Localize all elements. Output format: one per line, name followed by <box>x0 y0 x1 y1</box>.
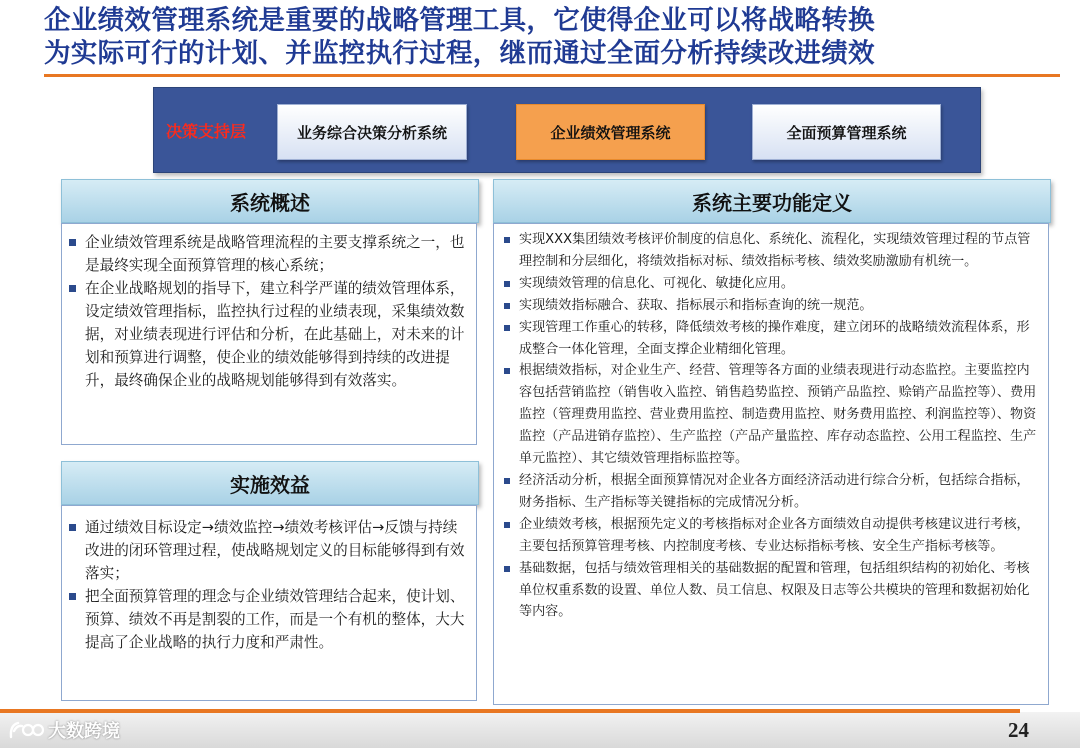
benefits-header: 实施效益 <box>61 461 479 505</box>
list-item: 把全面预算管理的理念与企业绩效管理结合起来，使计划、预算、绩效不再是割裂的工作，而是一个有机的整体，大大提高了企业战略的执行力度和严肃性。 <box>66 585 466 654</box>
footer-accent-stripe <box>0 709 1020 713</box>
list-item: 基础数据，包括与绩效管理相关的基础数据的配置和管理，包括组织结构的初始化、考核单位权重系数的设置、单位人数、员工信息、权限及日志等公共模块的管理和数据初始化等内容。 <box>500 558 1042 624</box>
list-item: 在企业战略规划的指导下，建立科学严谨的绩效管理体系，设定绩效管理指标，监控执行过程的业绩表现，采集绩效数据，对业绩表现进行评估和分析，在此基础上，对未来的计划和预算进行调整，使企业的绩效能够得到持续的改进提升，最终确保企业的战略规划能够得到有效落实。 <box>66 277 466 392</box>
overview-header: 系统概述 <box>61 179 479 223</box>
brand-logo-icon <box>8 719 44 741</box>
list-item: 根据绩效指标，对企业生产、经营、管理等各方面的业绩表现进行动态监控。主要监控内容包括营销监控（销售收入监控、销售趋势监控、预销产品监控、赊销产品监控等）、费用监控（管理费用监控、营业费用监控、制造费用监控、财务费用监控、利润监控等）、物资监控（产品进销存监控）、生产监控（产品产量监控、库存动态监控、公用工程监控、生产单元监控）、其它绩效管理指标监控等。 <box>500 360 1042 470</box>
list-item: 经济活动分析，根据全面预算情况对企业各方面经济活动进行综合分析，包括综合指标，财务指标、生产指标等关键指标的完成情况分析。 <box>500 470 1042 514</box>
footer-bar <box>0 712 1080 748</box>
list-item: 实现管理工作重心的转移，降低绩效考核的操作难度，建立闭环的战略绩效流程体系，形成整合一体化管理，全面支撑企业精细化管理。 <box>500 317 1042 361</box>
list-item: 实现绩效指标融合、获取、指标展示和指标查询的统一规范。 <box>500 295 1042 317</box>
list-item: 企业绩效管理系统是战略管理流程的主要支撑系统之一，也是最终实现全面预算管理的核心系统； <box>66 231 466 277</box>
slide-title <box>44 4 1044 70</box>
brand-logo <box>8 717 120 743</box>
list-item: 实现XXX集团绩效考核评价制度的信息化、系统化、流程化，实现绩效管理过程的节点管理控制和分层细化，将绩效指标对标、绩效指标考核、绩效奖励激励有机统一。 <box>500 229 1042 273</box>
system-box-budget-management: 全面预算管理系统 <box>752 104 941 160</box>
brand-logo-text: 大数跨境 <box>48 721 120 742</box>
overview-list <box>66 231 466 392</box>
functions-list <box>500 229 1042 623</box>
page-number: 24 <box>1008 718 1029 742</box>
title-line-1: 企业绩效管理系统是重要的战略管理工具，它使得企业可以将战略转换 <box>44 5 875 36</box>
layer-label: 决策支持层 <box>166 122 247 141</box>
list-item: 实现绩效管理的信息化、可视化、敏捷化应用。 <box>500 273 1042 295</box>
system-box-decision-analysis: 业务综合决策分析系统 <box>277 104 467 160</box>
title-divider <box>44 74 1060 77</box>
title-line-2: 为实际可行的计划、并监控执行过程，继而通过全面分析持续改进绩效 <box>44 38 875 69</box>
list-item: 通过绩效目标设定→绩效监控→绩效考核评估→反馈与持续改进的闭环管理过程，使战略规划定义的目标能够得到有效落实； <box>66 516 466 585</box>
functions-header: 系统主要功能定义 <box>493 179 1051 223</box>
overview-panel <box>61 223 477 445</box>
functions-panel <box>493 223 1049 705</box>
system-box-performance-management: 企业绩效管理系统 <box>516 104 705 160</box>
benefits-list <box>66 516 466 654</box>
list-item: 企业绩效考核，根据预先定义的考核指标对企业各方面绩效自动提供考核建议进行考核，主要包括预算管理考核、内控制度考核、专业达标指标考核、安全生产指标考核等。 <box>500 514 1042 558</box>
benefits-panel <box>61 505 477 701</box>
